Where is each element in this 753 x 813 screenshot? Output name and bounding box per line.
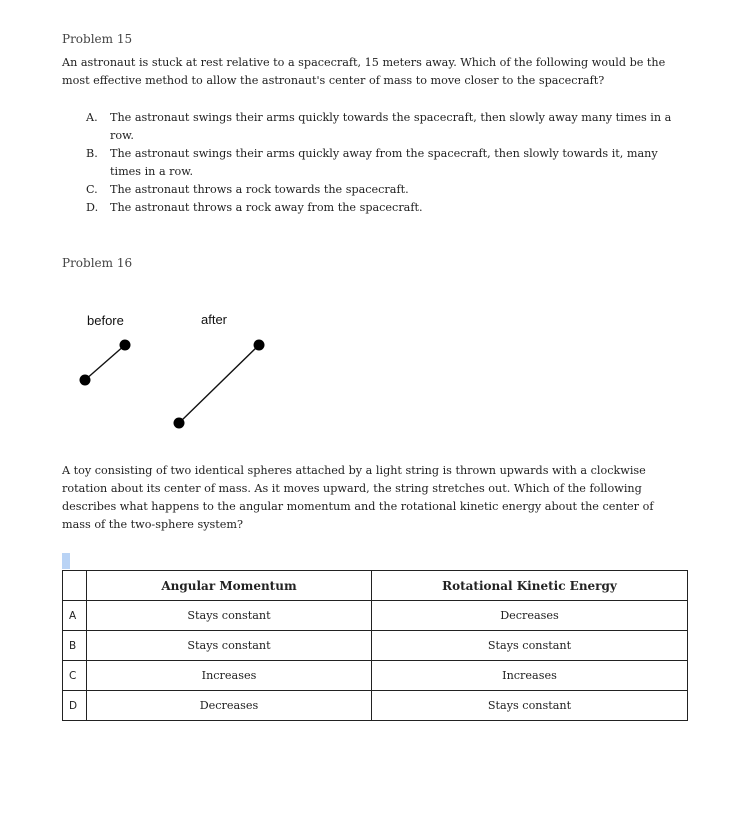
choice-letter: B. (86, 147, 98, 160)
table-header-rotational-ke: Rotational Kinetic Energy (372, 571, 688, 601)
choice-text: The astronaut swings their arms quickly towards the spacecraft, then slowly away many times in a row. (110, 111, 672, 142)
table-row (63, 691, 688, 721)
table-header-angular-momentum: Angular Momentum (87, 571, 372, 601)
before-dumbbell (80, 340, 131, 386)
angular-cell: Stays constant (87, 631, 372, 661)
choice-letter: D. (86, 201, 99, 214)
angular-cell: Increases (87, 661, 372, 691)
kinetic-cell: Stays constant (372, 631, 688, 661)
after-string (179, 345, 259, 423)
problem-16-title: Problem 16 (62, 256, 133, 270)
kinetic-cell: Decreases (372, 601, 688, 631)
table-row (63, 601, 688, 631)
figure-before-label: before (87, 313, 124, 328)
row-label: B (63, 631, 87, 661)
figure-after-label: after (201, 312, 228, 327)
choice-a (86, 109, 686, 145)
table-header-blank (63, 571, 87, 601)
choice-d (86, 199, 686, 217)
before-string (85, 345, 125, 380)
table-row (63, 631, 688, 661)
two-sphere-diagram (70, 330, 280, 440)
problem-15-question: An astronaut is stuck at rest relative to a spacecraft, 15 meters away. Which of the following would be the most effective method to allow the astronaut's center of mass to move closer to the spacecraft? (62, 56, 666, 87)
kinetic-cell: Stays constant (372, 691, 688, 721)
angular-cell: Stays constant (87, 601, 372, 631)
before-sphere-lower (80, 375, 91, 386)
row-label: A (63, 601, 87, 631)
row-label: D (63, 691, 87, 721)
kinetic-cell: Increases (372, 661, 688, 691)
text-cursor-selection (62, 553, 70, 569)
after-dumbbell (174, 340, 265, 429)
table-row (63, 661, 688, 691)
choice-c (86, 181, 686, 199)
problem-15-choices (86, 109, 686, 217)
before-sphere-upper (120, 340, 131, 351)
problem-15-title: Problem 15 (62, 32, 133, 46)
problem-16-question: A toy consisting of two identical spheres attached by a light string is thrown upwards with a clockwise rotation about its center of mass. As it moves upward, the string stretches out. Which of the following describes what happens to the angular momentum and the rotational kinetic energy about the center of mass of the two-sphere system? (62, 464, 654, 531)
angular-cell: Decreases (87, 691, 372, 721)
after-sphere-lower (174, 418, 185, 429)
after-sphere-upper (254, 340, 265, 351)
table-header-row (63, 571, 688, 601)
row-label: C (63, 661, 87, 691)
choice-text: The astronaut throws a rock towards the spacecraft. (110, 183, 409, 196)
choice-text: The astronaut swings their arms quickly away from the spacecraft, then slowly towards it, many times in a row. (110, 147, 658, 178)
choice-letter: C. (86, 183, 98, 196)
answer-table (62, 570, 688, 721)
choice-letter: A. (86, 111, 98, 124)
choice-b (86, 145, 686, 181)
choice-text: The astronaut throws a rock away from the spacecraft. (110, 201, 423, 214)
